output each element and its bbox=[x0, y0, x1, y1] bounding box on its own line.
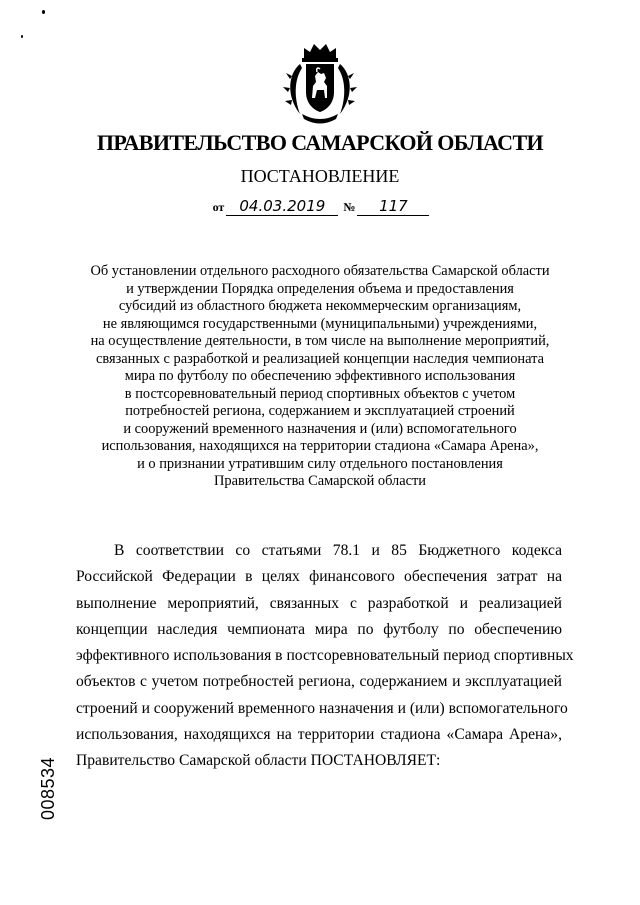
body-line: использования, находящихся на территории стадиона «Самара Арена», bbox=[76, 726, 562, 744]
body-line: В соответствии со статьями 78.1 и 85 Бюджетного кодекса bbox=[114, 542, 562, 559]
body-line: объектов с учетом потребностей региона, содержанием и эксплуатацией bbox=[76, 673, 562, 691]
date-label: от bbox=[212, 200, 225, 214]
body-line: Российской Федерации в целях финансового обеспечения затрат на bbox=[76, 568, 562, 586]
document-type: ПОСТАНОВЛЕНИЕ bbox=[240, 166, 400, 186]
document-date-number bbox=[0, 197, 640, 216]
document-subject bbox=[60, 263, 580, 491]
document-body bbox=[76, 538, 574, 775]
body-line: строений и сооружений временного назначения и (или) вспомогательного bbox=[76, 699, 568, 717]
body-line: эффективного использования в постсоревновательный период спортивных bbox=[76, 647, 574, 665]
subject-line: мира по футболу по обеспечению эффективного использования bbox=[124, 368, 516, 384]
date-value: 04.03.2019 bbox=[226, 197, 338, 216]
side-registration-code: 008534 bbox=[38, 756, 58, 820]
subject-line: не являющимся государственными (муниципальными) учреждениями, bbox=[102, 315, 538, 332]
body-line: Правительство Самарской области ПОСТАНОВЛЯЕТ: bbox=[76, 752, 441, 770]
subject-line: и сооружений временного назначения и (или) вспомогательного bbox=[123, 420, 517, 437]
body-line: выполнение мероприятий, связанных с разработкой и реализацией bbox=[76, 594, 562, 612]
number-value: 117 bbox=[357, 197, 429, 216]
subject-line: и утверждении Порядка определения объема и предоставления bbox=[126, 280, 514, 297]
subject-line: на осуществление деятельности, в том числе на выполнение мероприятий, bbox=[90, 333, 550, 349]
scan-speck bbox=[21, 35, 23, 38]
subject-line: Правительства Самарской области bbox=[214, 473, 426, 489]
subject-line: использования, находящихся на территории стадиона «Самара Арена», bbox=[101, 438, 539, 454]
subject-line: субсидий из областного бюджета некоммерческим организациям, bbox=[118, 298, 522, 314]
subject-line: потребностей региона, содержанием и эксплуатацией строений bbox=[125, 403, 515, 419]
subject-line: связанных с разработкой и реализацией концепции наследия чемпионата bbox=[95, 350, 544, 367]
samara-coat-of-arms-icon bbox=[280, 40, 360, 124]
scan-speck bbox=[42, 10, 45, 14]
subject-line: Об установлении отдельного расходного обязательства Самарской области bbox=[90, 263, 550, 279]
organization-title: ПРАВИТЕЛЬСТВО САМАРСКОЙ ОБЛАСТИ bbox=[96, 130, 544, 155]
number-label: № bbox=[343, 200, 356, 214]
subject-line: и о признании утратившим силу отдельного постановления bbox=[137, 455, 503, 472]
subject-line: в постсоревновательный период спортивных объектов с учетом bbox=[124, 385, 516, 402]
body-line: концепции наследия чемпионата мира по футболу по обеспечению bbox=[76, 620, 562, 638]
